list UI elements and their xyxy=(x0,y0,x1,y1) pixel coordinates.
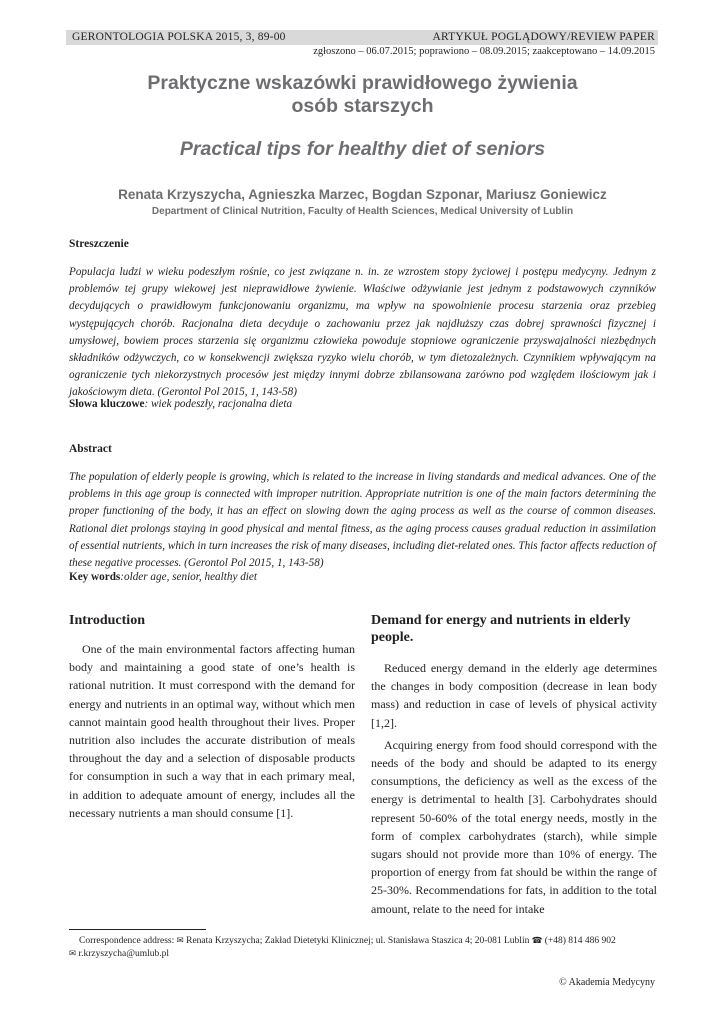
article-type: ARTYKUŁ POGLĄDOWY/REVIEW PAPER xyxy=(432,31,655,43)
demand-paragraph-2: Acquiring energy from food should correspond with the needs of the body and should be adapted to its energy consumptions, the deficiency as well as the excess of the energy is detrimental to health [3]. Carbohydrates should represent 50-60% of the total energy needs, mostly in the form of complex carbohydrates (starch), while simple sugars should not provide more than 10% of energy. The proportion of energy from fat should be within the range of 25-30%. Recommendations for fats, in addition to the total amount, relate to the need for intake xyxy=(371,737,657,916)
title-english: Practical tips for healthy diet of seniors xyxy=(179,138,546,160)
slowa-kluczowe-value: : wiek podeszły, racjonalna dieta xyxy=(144,398,293,410)
correspondence-label: Correspondence address: xyxy=(79,936,175,946)
title-polish xyxy=(60,72,665,118)
email-line xyxy=(69,948,657,961)
abstract-text: The population of elderly people is growing, which is related to the increase in living standards and medical advances. One of the problems in this age group is connected with improper nutrition. Appropriate nutrition is one of the main factors determining the proper functioning of the body, it has an effect on slowing down the aging process as well as the course of common diseases. Rational diet prolongs staying in good physical and mental fitness, as the aging process causes gradual reduction in assimilation of essential nutrients, which in turn increases the risk of many diseases, including diet-related ones. This factor affects reduction of these negative processes. (Gerontol Pol 2015, 1, 143-58) xyxy=(69,471,656,570)
streszczenie-text: Populacja ludzi w wieku podeszłym rośnie, co jest związane n. in. ze wzrostem stopy życiowej i postępu medycyny. Jednym z problemów tej grupy wiekowej jest nieprawidłowe żywienie. Właściwe odżywianie jest jednym z podstawowych czynników decydujących o prawidłowym funkcjonowaniu organizmu, ma wpływ na spowolnienie procesu starzenia oraz przebieg występujących chorób. Racjonalna dieta decyduje o zachowaniu przez jak najdłuższy czas dobrej sprawności fizycznej i umysłowej, bowiem proces starzenia się organizmu człowieka powoduje stopniowe ograniczenie przyswajalności niezbędnych składników odżywczych, co w konsekwencji zwiększa ryzyko wielu chorób, w tym dietozależnych. Czynnikiem wpływającym na ograniczenie tych niekorzystnych procesów jest między innymi dobrze zbilansowana zarówno pod względem ilościowym jak i jakościowym dieta. (Gerontol Pol 2015, 1, 143-58) xyxy=(69,266,656,399)
demand-body xyxy=(371,659,657,922)
introduction-heading: Introduction xyxy=(69,613,145,628)
title-polish-line2: osób starszych xyxy=(291,95,434,117)
copyright: © Akademia Medycyny xyxy=(559,977,655,988)
footnote-rule xyxy=(69,929,206,930)
demand-paragraph-1: Reduced energy demand in the elderly age determines the changes in body composition (decrease in lean body mass) and reduction in case of levels of physical activity [1,2]. xyxy=(371,661,657,730)
journal-name: GERONTOLOGIA POLSKA 2015, 3, 89-00 xyxy=(72,31,286,43)
correspondence-line xyxy=(69,935,657,948)
slowa-kluczowe-label: Słowa kluczowe xyxy=(69,398,145,410)
demand-heading: Demand for energy and nutrients in elderly people. xyxy=(371,613,631,645)
phone-icon: ☎ xyxy=(531,936,543,946)
email-icon: ✉ xyxy=(69,949,77,959)
affiliation: Department of Clinical Nutrition, Faculty of Health Sciences, Medical University of Lublin xyxy=(151,206,574,217)
streszczenie-heading: Streszczenie xyxy=(69,238,129,250)
abstract-heading: Abstract xyxy=(69,443,112,455)
slowa-kluczowe xyxy=(69,398,292,410)
key-words-label: Key words xyxy=(69,571,121,583)
email-address[interactable]: r.krzyszycha@umlub.pl xyxy=(78,949,170,959)
correspondence-address: Renata Krzyszycha; Zakład Dietetyki Klinicznej; ul. Stanisława Staszica 4; 20-081 Lublin xyxy=(186,936,530,946)
title-polish-line1: Praktyczne wskazówki prawidłowego żywienia xyxy=(147,72,578,94)
key-words-value: :older age, senior, healthy diet xyxy=(120,571,257,583)
introduction-body xyxy=(69,640,355,826)
footnote xyxy=(69,935,657,961)
key-words xyxy=(69,571,257,583)
introduction-paragraph: One of the main environmental factors affecting human body and maintaining a good state of one’s health is rational nutrition. It must correspond with the demand for energy and nutrients in an optimal way, without which men cannot maintain good health throughout their lives. Proper nutrition also includes the accurate distribution of meals throughout the day and a selection of disposable products for consumption in such a way that in each primary meal, in addition to adequate amount of energy, includes all the necessary nutrients a man should consume [1]. xyxy=(69,642,355,820)
phone-number: (+48) 814 486 902 xyxy=(544,936,616,946)
submission-dates: zgłoszono – 06.07.2015; poprawiono – 08.09.2015; zaakceptowano – 14.09.2015 xyxy=(313,46,655,57)
envelope-icon: ✉ xyxy=(176,936,184,946)
authors: Renata Krzyszycha, Agnieszka Marzec, Bogdan Szponar, Mariusz Goniewicz xyxy=(118,187,607,202)
